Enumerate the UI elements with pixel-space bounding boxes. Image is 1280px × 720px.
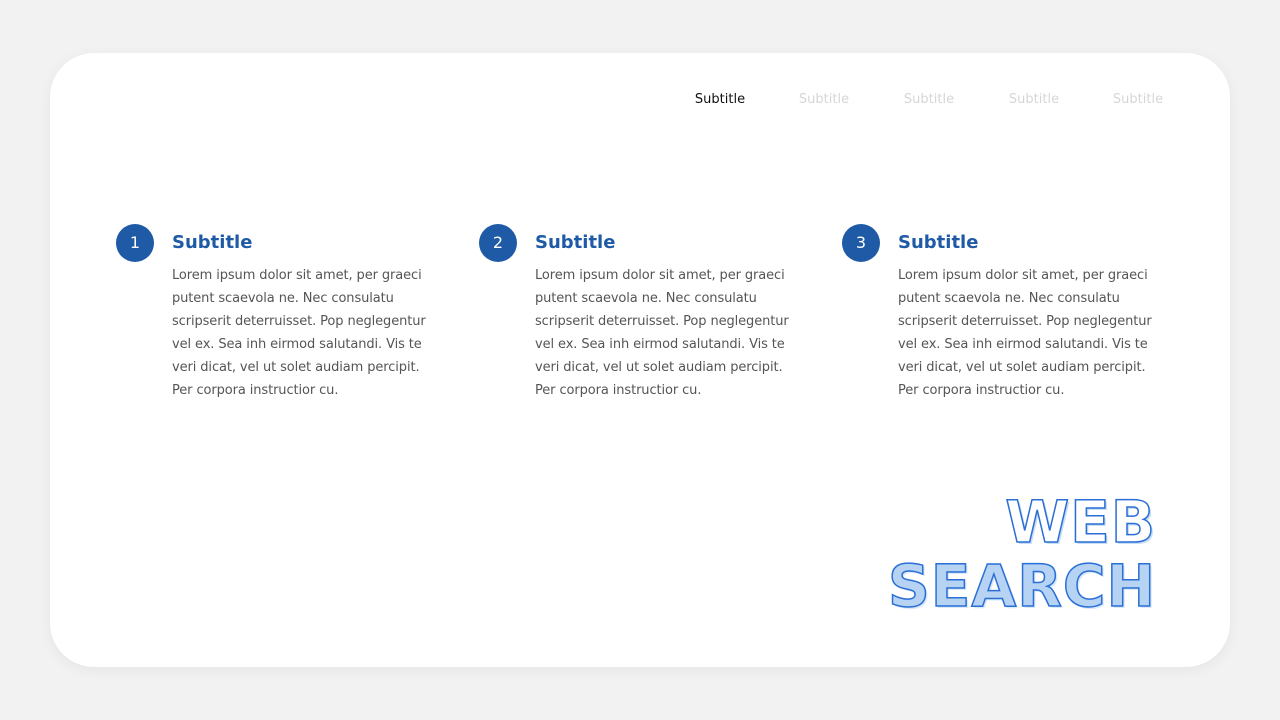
column-body-text: Lorem ipsum dolor sit amet, per graeci putent scaevola ne. Nec consulatu scripserit deterruisset. Pop neglegentur vel ex. Sea inh eirmod salutandi. Vis te veri dicat, vel ut solet audiam percipit. Per corpora instructior cu.: [535, 268, 789, 398]
feature-column-3: [842, 224, 1162, 424]
nav-item-4[interactable]: Subtitle: [1008, 92, 1060, 107]
column-title: Subtitle: [535, 232, 616, 253]
nav-item-1[interactable]: Subtitle: [694, 92, 746, 107]
column-title: Subtitle: [172, 232, 253, 253]
brand-line-search: SEARCH: [887, 552, 1156, 620]
nav-item-2[interactable]: Subtitle: [798, 92, 850, 107]
top-nav: [0, 91, 1280, 111]
nav-item-5[interactable]: Subtitle: [1112, 92, 1164, 107]
column-body-text: Lorem ipsum dolor sit amet, per graeci putent scaevola ne. Nec consulatu scripserit deterruisset. Pop neglegentur vel ex. Sea inh eirmod salutandi. Vis te veri dicat, vel ut solet audiam percipit. Per corpora instructior cu.: [898, 268, 1152, 398]
column-title: Subtitle: [898, 232, 979, 253]
feature-column-2: [479, 224, 799, 424]
number-badge: 3: [842, 224, 880, 262]
nav-item-3[interactable]: Subtitle: [903, 92, 955, 107]
brand-line-web: WEB: [1005, 488, 1156, 556]
web-search-title: [888, 490, 1156, 618]
column-body-text: Lorem ipsum dolor sit amet, per graeci putent scaevola ne. Nec consulatu scripserit deterruisset. Pop neglegentur vel ex. Sea inh eirmod salutandi. Vis te veri dicat, vel ut solet audiam percipit. Per corpora instructior cu.: [172, 268, 426, 398]
number-badge: 2: [479, 224, 517, 262]
number-badge: 1: [116, 224, 154, 262]
feature-column-1: [116, 224, 436, 424]
